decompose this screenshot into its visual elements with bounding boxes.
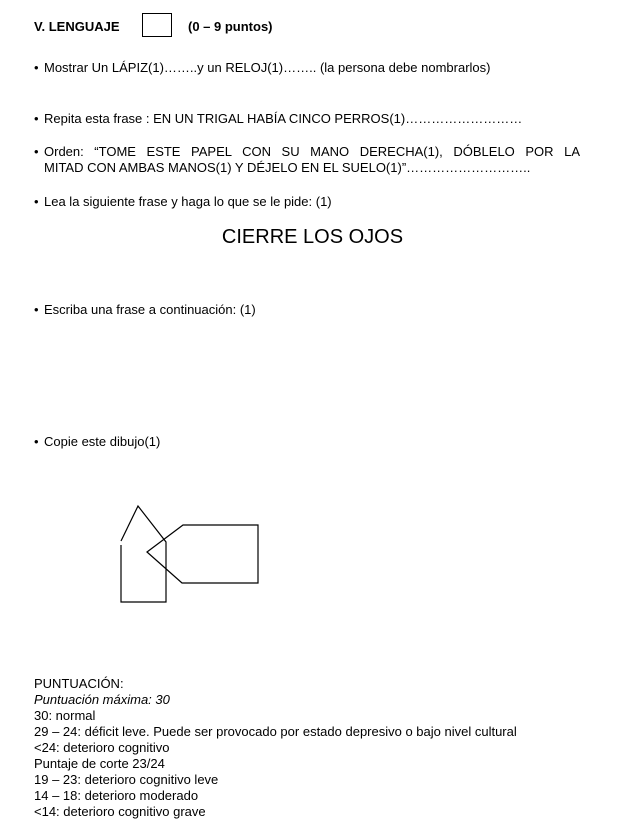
bullet-symbol: •	[34, 60, 39, 75]
points-range: (0 – 9 puntos)	[188, 19, 273, 34]
bullet-text-copy-drawing: Copie este dibujo(1)	[44, 434, 161, 449]
scoring-max: Puntuación máxima: 30	[34, 692, 170, 707]
bullet-text-write-phrase: Escriba una frase a continuación: (1)	[44, 302, 256, 317]
bullet-text-repeat-phrase: Repita esta frase : EN UN TRIGAL HABÍA CINCO PERROS(1)………………………	[44, 111, 523, 126]
bullet-text-read-phrase: Lea la siguiente frase y haga lo que se le pide: (1)	[44, 194, 332, 209]
scoring-line: 30: normal	[34, 708, 96, 723]
drawing-copy-area[interactable]	[300, 480, 590, 630]
instruction-close-eyes: CIERRE LOS OJOS	[221, 226, 404, 248]
scoring-line: 29 – 24: déficit leve. Puede ser provocado por estado depresivo o bajo nivel cultural	[34, 724, 517, 739]
scoring-line: <14: deterioro cognitivo grave	[34, 804, 206, 819]
scoring-line: <24: deterioro cognitivo	[34, 740, 170, 755]
pentagon-horizontal	[147, 525, 258, 583]
drawing-shapes	[121, 506, 258, 602]
bullet-symbol: •	[34, 302, 39, 317]
bullet-text-order-line1: • Orden: “TOME ESTE PAPEL CON SU MANO DERECHA(1), DÓBLELO POR LA	[34, 144, 580, 159]
scoring-line: 19 – 23: deterioro cognitivo leve	[34, 772, 219, 787]
bullet-symbol: •	[34, 194, 39, 209]
scoring-line: 14 – 18: deterioro moderado	[34, 788, 199, 803]
bullet-symbol: •	[34, 111, 39, 126]
scoring-line: Puntaje de corte 23/24	[34, 756, 165, 771]
bullet-symbol: •	[34, 434, 39, 449]
bullet-symbol: •	[34, 144, 39, 159]
bullet-text-order-line2: MITAD CON AMBAS MANOS(1) Y DÉJELO EN EL SUELO(1)”………………………..	[44, 160, 531, 175]
scoring-section	[34, 676, 517, 820]
section-title: V. LENGUAJE	[34, 19, 120, 34]
bullet-text-pencil-clock: Mostrar Un LÁPIZ(1)……..y un RELOJ(1)…….. (la persona debe nombrarlos)	[44, 60, 491, 75]
pentagon-vertical	[121, 506, 166, 602]
scoring-heading: PUNTUACIÓN:	[34, 676, 124, 691]
